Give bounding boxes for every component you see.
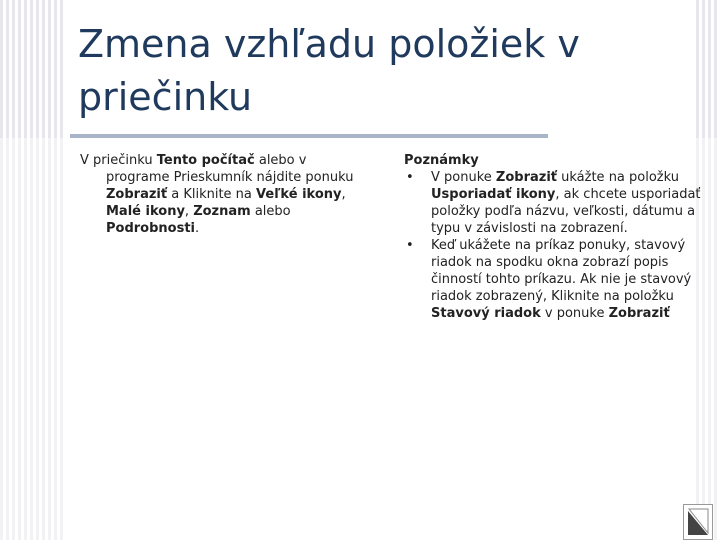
- left-column: [80, 152, 370, 237]
- slide-title: Zmena vzhľadu položiek v priečinku: [78, 22, 580, 119]
- text-run: .: [195, 221, 200, 236]
- notes-list: [404, 169, 708, 322]
- text-run: ukážte na položku: [557, 170, 679, 185]
- bullet-icon: •: [406, 170, 414, 185]
- bold-arrange-icons: Usporiadať ikony: [431, 187, 556, 202]
- text-run: V ponuke: [431, 170, 496, 185]
- bold-details: Podrobnosti: [106, 221, 196, 236]
- bullet-icon: •: [406, 238, 414, 253]
- right-column: [404, 152, 708, 322]
- bold-view-menu: Zobraziť: [106, 187, 168, 202]
- text-run: alebo: [250, 204, 291, 219]
- title-underline: [70, 134, 548, 138]
- bold-view-menu: Zobraziť: [608, 306, 670, 321]
- text-run: , ak chcete usporiadať položky podľa názvu, veľkosti, dátumu a typu v závislosti na zobrazení.: [431, 187, 701, 236]
- text-run: a Kliknite na: [167, 187, 257, 202]
- note-item: [404, 169, 708, 237]
- text-run: ,: [184, 204, 194, 219]
- notes-heading: Poznámky: [404, 153, 479, 168]
- bold-large-icons: Veľké ikony: [256, 187, 342, 202]
- instruction-paragraph: [80, 152, 370, 237]
- note-item: [404, 237, 708, 322]
- next-slide-icon: [684, 505, 712, 539]
- text-run: v ponuke: [540, 306, 609, 321]
- text-run: Keď ukážete na príkaz ponuky, stavový riadok na spodku okna zobrazí popis činností tohto príkazu. Ak nie je stavový riadok zobrazený, Kliknite na položku: [431, 238, 692, 304]
- text-run: ,: [341, 187, 346, 202]
- bold-list: Zoznam: [193, 204, 251, 219]
- bold-status-bar: Stavový riadok: [431, 306, 541, 321]
- bold-this-pc: Tento počítač: [156, 153, 255, 168]
- bold-small-icons: Malé ikony: [106, 204, 185, 219]
- bold-view-menu: Zobraziť: [495, 170, 557, 185]
- next-slide-button[interactable]: [683, 504, 713, 540]
- text-run: alebo v programe Prieskumník nájdite ponuku: [106, 153, 354, 185]
- text-run: V priečinku: [80, 153, 157, 168]
